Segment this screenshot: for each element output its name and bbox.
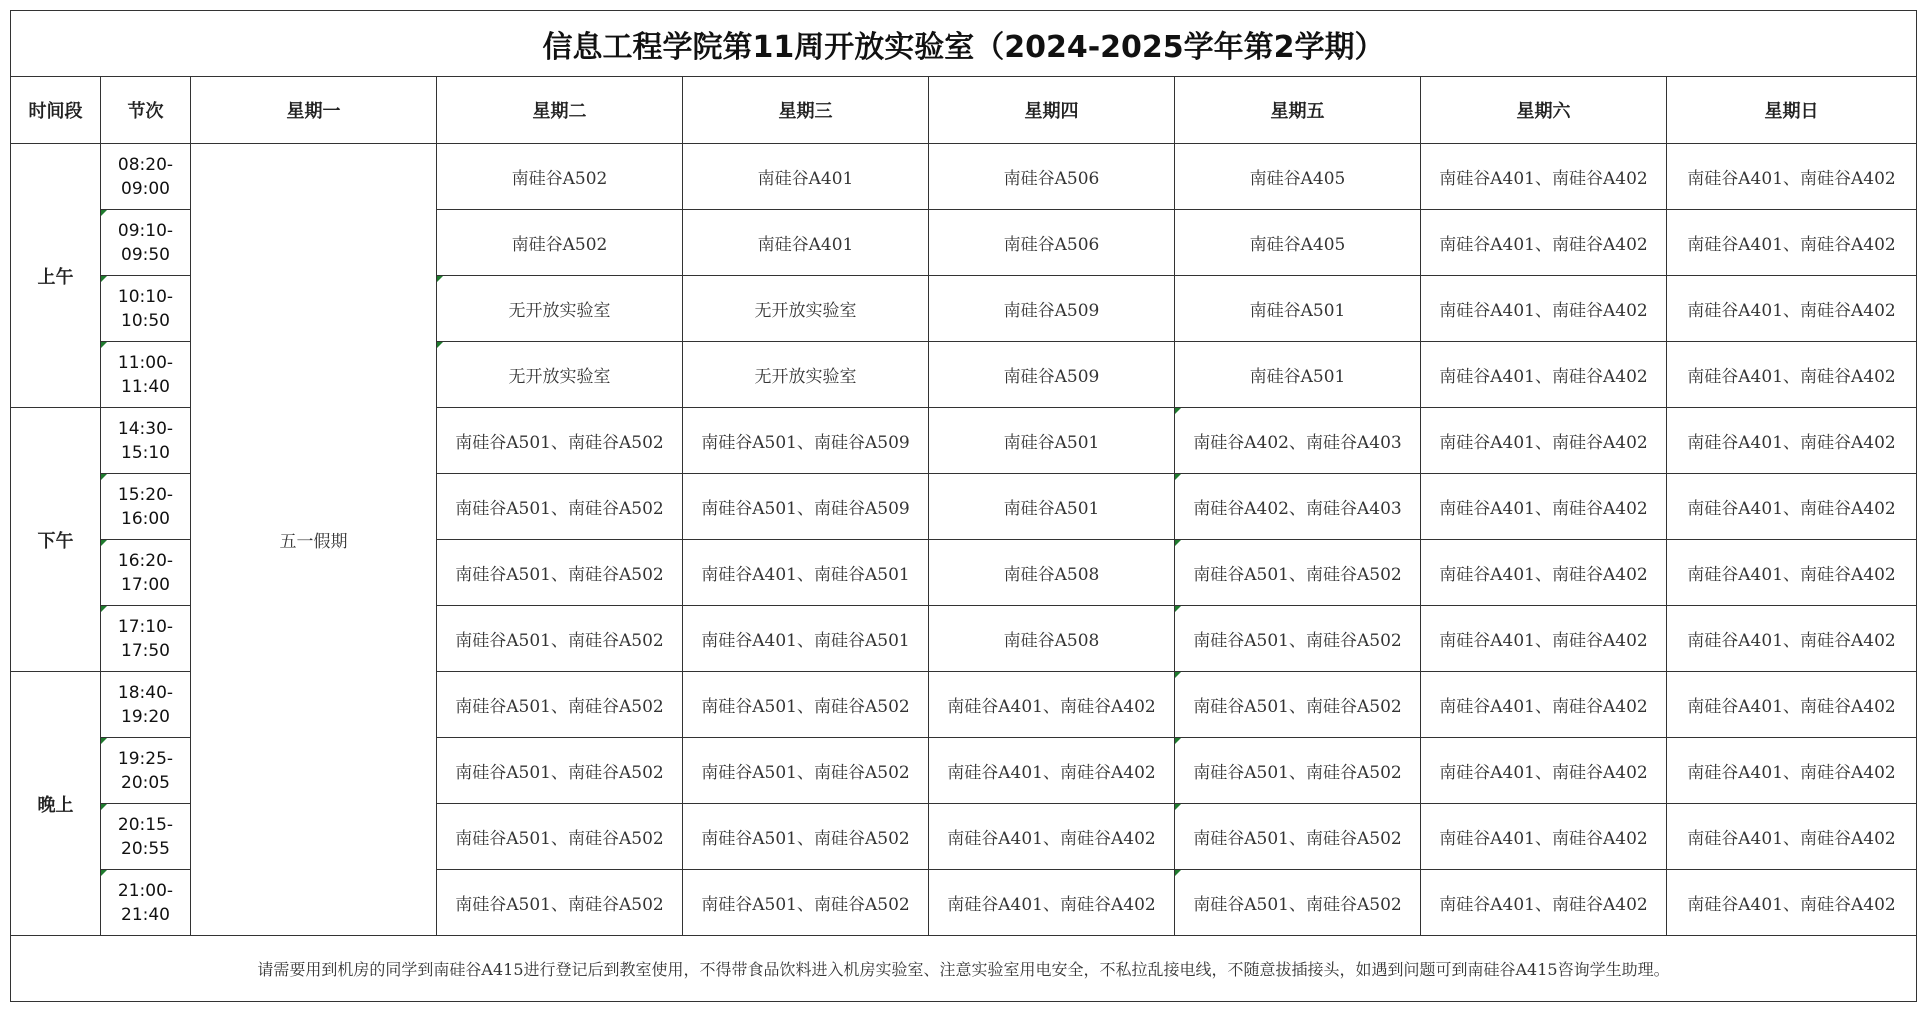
room-cell-saturday: 南硅谷A401、南硅谷A402 [1421, 672, 1667, 738]
slot-end: 21:40 [121, 904, 170, 925]
room-cell-sunday: 南硅谷A401、南硅谷A402 [1667, 606, 1917, 672]
room-cell-friday: 南硅谷A501 [1175, 342, 1421, 408]
time-slot [101, 210, 191, 276]
room-cell-wednesday: 无开放实验室 [683, 276, 929, 342]
time-slot [101, 738, 191, 804]
room-cell-wednesday: 南硅谷A501、南硅谷A502 [683, 672, 929, 738]
slot-end: 20:05 [121, 772, 170, 793]
room-cell-sunday: 南硅谷A401、南硅谷A402 [1667, 540, 1917, 606]
room-cell-wednesday: 南硅谷A501、南硅谷A509 [683, 474, 929, 540]
room-cell-thursday: 南硅谷A401、南硅谷A402 [929, 672, 1175, 738]
room-cell-tuesday: 南硅谷A501、南硅谷A502 [437, 540, 683, 606]
room-cell-friday: 南硅谷A501 [1175, 276, 1421, 342]
room-cell-thursday: 南硅谷A508 [929, 540, 1175, 606]
slot-end: 17:00 [121, 574, 170, 595]
room-cell-sunday: 南硅谷A401、南硅谷A402 [1667, 276, 1917, 342]
room-cell-saturday: 南硅谷A401、南硅谷A402 [1421, 342, 1667, 408]
header-thursday: 星期四 [929, 77, 1175, 144]
slot-end: 19:20 [121, 706, 170, 727]
room-cell-tuesday: 南硅谷A501、南硅谷A502 [437, 606, 683, 672]
time-slot [101, 276, 191, 342]
room-cell-thursday: 南硅谷A509 [929, 276, 1175, 342]
room-cell-saturday: 南硅谷A401、南硅谷A402 [1421, 804, 1667, 870]
time-slot [101, 144, 191, 210]
room-cell-tuesday: 南硅谷A501、南硅谷A502 [437, 408, 683, 474]
room-cell-thursday: 南硅谷A401、南硅谷A402 [929, 870, 1175, 936]
room-cell-sunday: 南硅谷A401、南硅谷A402 [1667, 672, 1917, 738]
room-cell-thursday: 南硅谷A401、南硅谷A402 [929, 738, 1175, 804]
slot-start: 09:10- [117, 220, 174, 241]
page-title: 信息工程学院第11周开放实验室（2024-2025学年第2学期） [11, 11, 1917, 77]
room-cell-thursday: 南硅谷A501 [929, 408, 1175, 474]
time-slot [101, 408, 191, 474]
room-cell-wednesday: 南硅谷A401 [683, 144, 929, 210]
time-slot [101, 804, 191, 870]
room-cell-saturday: 南硅谷A401、南硅谷A402 [1421, 144, 1667, 210]
room-cell-tuesday: 无开放实验室 [437, 276, 683, 342]
slot-end: 17:50 [121, 640, 170, 661]
room-cell-sunday: 南硅谷A401、南硅谷A402 [1667, 342, 1917, 408]
room-cell-tuesday: 南硅谷A501、南硅谷A502 [437, 804, 683, 870]
room-cell-saturday: 南硅谷A401、南硅谷A402 [1421, 606, 1667, 672]
room-cell-wednesday: 南硅谷A401、南硅谷A501 [683, 606, 929, 672]
slot-end: 15:10 [121, 442, 170, 463]
room-cell-sunday: 南硅谷A401、南硅谷A402 [1667, 144, 1917, 210]
slot-end: 16:00 [121, 508, 170, 529]
room-cell-friday: 南硅谷A402、南硅谷A403 [1175, 474, 1421, 540]
time-slot [101, 672, 191, 738]
room-cell-friday: 南硅谷A501、南硅谷A502 [1175, 870, 1421, 936]
room-cell-saturday: 南硅谷A401、南硅谷A402 [1421, 276, 1667, 342]
lab-schedule-table [10, 10, 1917, 1002]
slot-start: 11:00- [117, 352, 174, 373]
room-cell-wednesday: 南硅谷A501、南硅谷A502 [683, 804, 929, 870]
time-slot [101, 870, 191, 936]
period-morning: 上午 [11, 144, 101, 408]
header-tuesday: 星期二 [437, 77, 683, 144]
period-afternoon: 下午 [11, 408, 101, 672]
slot-end: 09:00 [121, 178, 170, 199]
room-cell-sunday: 南硅谷A401、南硅谷A402 [1667, 210, 1917, 276]
room-cell-friday: 南硅谷A501、南硅谷A502 [1175, 804, 1421, 870]
room-cell-sunday: 南硅谷A401、南硅谷A402 [1667, 870, 1917, 936]
room-cell-tuesday: 南硅谷A501、南硅谷A502 [437, 870, 683, 936]
slot-start: 15:20- [117, 484, 174, 505]
time-slot [101, 606, 191, 672]
header-friday: 星期五 [1175, 77, 1421, 144]
room-cell-tuesday: 南硅谷A502 [437, 210, 683, 276]
room-cell-sunday: 南硅谷A401、南硅谷A402 [1667, 408, 1917, 474]
slot-start: 16:20- [117, 550, 174, 571]
room-cell-tuesday: 无开放实验室 [437, 342, 683, 408]
room-cell-tuesday: 南硅谷A501、南硅谷A502 [437, 738, 683, 804]
header-sunday: 星期日 [1667, 77, 1917, 144]
slot-end: 10:50 [121, 310, 170, 331]
room-cell-saturday: 南硅谷A401、南硅谷A402 [1421, 474, 1667, 540]
room-cell-friday: 南硅谷A405 [1175, 144, 1421, 210]
slot-start: 14:30- [117, 418, 174, 439]
room-cell-wednesday: 南硅谷A501、南硅谷A509 [683, 408, 929, 474]
slot-start: 18:40- [117, 682, 174, 703]
footer-notice: 请需要用到机房的同学到南硅谷A415进行登记后到教室使用，不得带食品饮料进入机房实验室、注意实验室用电安全，不私拉乱接电线，不随意拔插接头，如遇到问题可到南硅谷A415咨询学生助理。 [11, 936, 1917, 1002]
room-cell-friday: 南硅谷A501、南硅谷A502 [1175, 606, 1421, 672]
room-cell-wednesday: 南硅谷A501、南硅谷A502 [683, 870, 929, 936]
slot-start: 19:25- [117, 748, 174, 769]
room-cell-thursday: 南硅谷A508 [929, 606, 1175, 672]
header-saturday: 星期六 [1421, 77, 1667, 144]
room-cell-thursday: 南硅谷A506 [929, 144, 1175, 210]
room-cell-saturday: 南硅谷A401、南硅谷A402 [1421, 408, 1667, 474]
room-cell-friday: 南硅谷A402、南硅谷A403 [1175, 408, 1421, 474]
room-cell-friday: 南硅谷A405 [1175, 210, 1421, 276]
room-cell-thursday: 南硅谷A509 [929, 342, 1175, 408]
time-slot [101, 474, 191, 540]
slot-start: 10:10- [117, 286, 174, 307]
room-cell-friday: 南硅谷A501、南硅谷A502 [1175, 672, 1421, 738]
slot-end: 09:50 [121, 244, 170, 265]
room-cell-wednesday: 南硅谷A401 [683, 210, 929, 276]
room-cell-sunday: 南硅谷A401、南硅谷A402 [1667, 804, 1917, 870]
time-slot [101, 342, 191, 408]
header-period: 时间段 [11, 77, 101, 144]
slot-start: 08:20- [117, 154, 174, 175]
room-cell-wednesday: 无开放实验室 [683, 342, 929, 408]
slot-end: 11:40 [121, 376, 170, 397]
slot-start: 20:15- [117, 814, 174, 835]
room-cell-friday: 南硅谷A501、南硅谷A502 [1175, 738, 1421, 804]
room-cell-thursday: 南硅谷A401、南硅谷A402 [929, 804, 1175, 870]
slot-end: 20:55 [121, 838, 170, 859]
room-cell-thursday: 南硅谷A501 [929, 474, 1175, 540]
period-evening: 晚上 [11, 672, 101, 936]
slot-start: 17:10- [117, 616, 174, 637]
header-wednesday: 星期三 [683, 77, 929, 144]
room-cell-saturday: 南硅谷A401、南硅谷A402 [1421, 210, 1667, 276]
room-cell-tuesday: 南硅谷A501、南硅谷A502 [437, 672, 683, 738]
room-cell-saturday: 南硅谷A401、南硅谷A402 [1421, 540, 1667, 606]
room-cell-wednesday: 南硅谷A401、南硅谷A501 [683, 540, 929, 606]
room-cell-wednesday: 南硅谷A501、南硅谷A502 [683, 738, 929, 804]
table-row [11, 144, 1917, 210]
header-monday: 星期一 [191, 77, 437, 144]
header-slot: 节次 [101, 77, 191, 144]
room-cell-tuesday: 南硅谷A501、南硅谷A502 [437, 474, 683, 540]
room-cell-saturday: 南硅谷A401、南硅谷A402 [1421, 870, 1667, 936]
room-cell-saturday: 南硅谷A401、南硅谷A402 [1421, 738, 1667, 804]
room-cell-tuesday: 南硅谷A502 [437, 144, 683, 210]
schedule-sheet [10, 10, 1916, 1002]
monday-holiday-note: 五一假期 [191, 144, 437, 936]
schedule-body [11, 144, 1917, 936]
room-cell-thursday: 南硅谷A506 [929, 210, 1175, 276]
room-cell-friday: 南硅谷A501、南硅谷A502 [1175, 540, 1421, 606]
slot-start: 21:00- [117, 880, 174, 901]
room-cell-sunday: 南硅谷A401、南硅谷A402 [1667, 738, 1917, 804]
room-cell-sunday: 南硅谷A401、南硅谷A402 [1667, 474, 1917, 540]
time-slot [101, 540, 191, 606]
